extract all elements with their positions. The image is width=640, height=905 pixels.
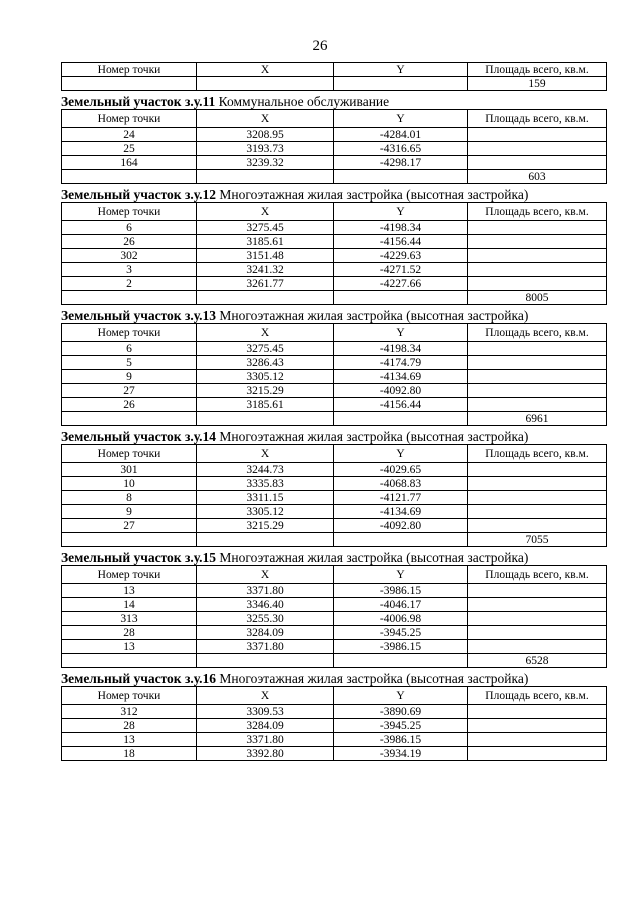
point-number-cell: 6: [62, 221, 197, 235]
document-content: [61, 62, 606, 761]
point-number-cell: 5: [62, 356, 197, 370]
table-row: [62, 356, 607, 370]
area-value: 6528: [468, 654, 607, 668]
table-row: [62, 505, 607, 519]
header-x: X: [197, 324, 334, 342]
table-header-row: [62, 445, 607, 463]
parcel-title: [61, 308, 606, 323]
coordinates-table-continued: [61, 62, 607, 91]
point-number-cell: 3: [62, 263, 197, 277]
y-cell: -4134.69: [334, 370, 468, 384]
table-row: [62, 128, 607, 142]
table-row: [62, 598, 607, 612]
header-x: X: [197, 445, 334, 463]
point-number-cell: 27: [62, 519, 197, 533]
x-cell: 3371.80: [197, 584, 334, 598]
header-y: Y: [334, 687, 468, 705]
table-row: [62, 491, 607, 505]
y-cell: -4229.63: [334, 249, 468, 263]
y-cell: -4298.17: [334, 156, 468, 170]
table-row: [62, 263, 607, 277]
table-row: [62, 235, 607, 249]
x-cell: 3261.77: [197, 277, 334, 291]
y-cell: -4006.98: [334, 612, 468, 626]
area-row: [62, 77, 607, 91]
header-x: X: [197, 566, 334, 584]
x-cell: 3241.32: [197, 263, 334, 277]
table-row: [62, 370, 607, 384]
x-cell: 3239.32: [197, 156, 334, 170]
point-number-cell: 28: [62, 626, 197, 640]
point-number-cell: 312: [62, 705, 197, 719]
parcel-title: [61, 429, 606, 444]
table-row: [62, 747, 607, 761]
table-row: [62, 705, 607, 719]
header-area: Площадь всего, кв.м.: [468, 203, 607, 221]
y-cell: -4029.65: [334, 463, 468, 477]
y-cell: -4227.66: [334, 277, 468, 291]
point-number-cell: 313: [62, 612, 197, 626]
y-cell: -4284.01: [334, 128, 468, 142]
y-cell: -3934.19: [334, 747, 468, 761]
coordinates-table: [61, 565, 607, 668]
point-number-cell: 6: [62, 342, 197, 356]
table-row: [62, 277, 607, 291]
coordinates-table: [61, 323, 607, 426]
point-number-cell: 302: [62, 249, 197, 263]
table-row: [62, 584, 607, 598]
point-number-cell: 8: [62, 491, 197, 505]
table-row: [62, 249, 607, 263]
table-row: [62, 221, 607, 235]
y-cell: -4046.17: [334, 598, 468, 612]
header-point-number: Номер точки: [62, 566, 197, 584]
parcel-title-purpose: Многоэтажная жилая застройка (высотная застройка): [216, 308, 529, 323]
x-cell: 3371.80: [197, 733, 334, 747]
parcel-title-purpose: Коммунальное обслуживание: [215, 94, 390, 109]
y-cell: -4068.83: [334, 477, 468, 491]
point-number-cell: 2: [62, 277, 197, 291]
header-area: Площадь всего, кв.м.: [468, 566, 607, 584]
y-cell: -3986.15: [334, 584, 468, 598]
header-y: Y: [334, 566, 468, 584]
table-row: [62, 398, 607, 412]
x-cell: 3309.53: [197, 705, 334, 719]
point-number-cell: 164: [62, 156, 197, 170]
x-cell: 3371.80: [197, 640, 334, 654]
y-cell: -4198.34: [334, 342, 468, 356]
header-area: Площадь всего, кв.м.: [468, 324, 607, 342]
area-row: [62, 412, 607, 426]
point-number-cell: 25: [62, 142, 197, 156]
area-row: [62, 170, 607, 184]
table-row: [62, 463, 607, 477]
parcel-title: [61, 187, 606, 202]
header-x: X: [197, 203, 334, 221]
header-y: Y: [334, 203, 468, 221]
table-header-row: [62, 63, 607, 77]
coordinates-table: [61, 109, 607, 184]
header-point-number: Номер точки: [62, 687, 197, 705]
x-cell: 3244.73: [197, 463, 334, 477]
y-cell: -4156.44: [334, 398, 468, 412]
header-point-number: Номер точки: [62, 110, 197, 128]
header-point-number: Номер точки: [62, 324, 197, 342]
point-number-cell: 10: [62, 477, 197, 491]
x-cell: 3151.48: [197, 249, 334, 263]
parcel-title-label: Земельный участок з.у.16: [61, 671, 217, 686]
point-number-cell: 28: [62, 719, 197, 733]
y-cell: -4156.44: [334, 235, 468, 249]
table-row: [62, 733, 607, 747]
header-y: Y: [334, 63, 468, 77]
header-point-number: Номер точки: [62, 63, 197, 77]
x-cell: 3284.09: [197, 626, 334, 640]
x-cell: 3185.61: [197, 235, 334, 249]
y-cell: -3986.15: [334, 733, 468, 747]
header-y: Y: [334, 324, 468, 342]
header-x: X: [197, 63, 334, 77]
header-area: Площадь всего, кв.м.: [468, 63, 607, 77]
parcel-title-purpose: Многоэтажная жилая застройка (высотная застройка): [216, 671, 529, 686]
point-number-cell: 9: [62, 505, 197, 519]
y-cell: -4092.80: [334, 519, 468, 533]
y-cell: -4134.69: [334, 505, 468, 519]
y-cell: -4174.79: [334, 356, 468, 370]
x-cell: 3215.29: [197, 519, 334, 533]
point-number-cell: 27: [62, 384, 197, 398]
x-cell: 3193.73: [197, 142, 334, 156]
parcel-title-label: Земельный участок з.у.14: [61, 429, 217, 444]
x-cell: 3305.12: [197, 505, 334, 519]
parcel-title: [61, 94, 606, 109]
y-cell: -3945.25: [334, 626, 468, 640]
y-cell: -4316.65: [334, 142, 468, 156]
table-row: [62, 719, 607, 733]
y-cell: -3945.25: [334, 719, 468, 733]
table-header-row: [62, 110, 607, 128]
page-number: 26: [312, 38, 328, 54]
parcel-title-label: Земельный участок з.у.15: [61, 550, 217, 565]
table-header-row: [62, 203, 607, 221]
table-row: [62, 156, 607, 170]
area-value: 6961: [468, 412, 607, 426]
parcel-title-purpose: Многоэтажная жилая застройка (высотная застройка): [216, 187, 529, 202]
x-cell: 3286.43: [197, 356, 334, 370]
area-value: 8005: [468, 291, 607, 305]
coordinates-table: [61, 202, 607, 305]
point-number-cell: 18: [62, 747, 197, 761]
parcel-title-label: Земельный участок з.у.13: [61, 308, 217, 323]
x-cell: 3346.40: [197, 598, 334, 612]
table-row: [62, 384, 607, 398]
parcel-title-purpose: Многоэтажная жилая застройка (высотная застройка): [216, 429, 529, 444]
x-cell: 3392.80: [197, 747, 334, 761]
header-point-number: Номер точки: [62, 203, 197, 221]
table-row: [62, 142, 607, 156]
area-row: [62, 533, 607, 547]
x-cell: 3335.83: [197, 477, 334, 491]
x-cell: 3311.15: [197, 491, 334, 505]
point-number-cell: 26: [62, 235, 197, 249]
table-row: [62, 612, 607, 626]
x-cell: 3305.12: [197, 370, 334, 384]
coordinates-table: [61, 444, 607, 547]
parcel-title: [61, 671, 606, 686]
header-area: Площадь всего, кв.м.: [468, 110, 607, 128]
point-number-cell: 24: [62, 128, 197, 142]
point-number-cell: 9: [62, 370, 197, 384]
parcel-title-purpose: Многоэтажная жилая застройка (высотная застройка): [216, 550, 529, 565]
y-cell: -4271.52: [334, 263, 468, 277]
area-row: [62, 654, 607, 668]
x-cell: 3255.30: [197, 612, 334, 626]
point-number-cell: 13: [62, 584, 197, 598]
parcel-title-label: Земельный участок з.у.12: [61, 187, 217, 202]
parcel-title-label: Земельный участок з.у.11: [61, 94, 216, 109]
y-cell: -3986.15: [334, 640, 468, 654]
y-cell: -4121.77: [334, 491, 468, 505]
point-number-cell: 13: [62, 733, 197, 747]
header-area: Площадь всего, кв.м.: [468, 445, 607, 463]
x-cell: 3284.09: [197, 719, 334, 733]
table-row: [62, 342, 607, 356]
area-row: [62, 291, 607, 305]
table-header-row: [62, 687, 607, 705]
point-number-cell: 26: [62, 398, 197, 412]
parcel-title: [61, 550, 606, 565]
parcels-list: [61, 94, 606, 761]
y-cell: -3890.69: [334, 705, 468, 719]
table-row: [62, 640, 607, 654]
x-cell: 3275.45: [197, 221, 334, 235]
header-y: Y: [334, 445, 468, 463]
point-number-cell: 13: [62, 640, 197, 654]
y-cell: -4092.80: [334, 384, 468, 398]
area-value: 603: [468, 170, 607, 184]
area-value: 7055: [468, 533, 607, 547]
table-row: [62, 519, 607, 533]
table-header-row: [62, 566, 607, 584]
header-x: X: [197, 110, 334, 128]
x-cell: 3275.45: [197, 342, 334, 356]
table-header-row: [62, 324, 607, 342]
y-cell: -4198.34: [334, 221, 468, 235]
x-cell: 3185.61: [197, 398, 334, 412]
table-row: [62, 477, 607, 491]
header-x: X: [197, 687, 334, 705]
header-point-number: Номер точки: [62, 445, 197, 463]
x-cell: 3215.29: [197, 384, 334, 398]
header-area: Площадь всего, кв.м.: [468, 687, 607, 705]
table-row: [62, 626, 607, 640]
x-cell: 3208.95: [197, 128, 334, 142]
coordinates-table: [61, 686, 607, 761]
area-value: 159: [468, 77, 607, 91]
point-number-cell: 14: [62, 598, 197, 612]
point-number-cell: 301: [62, 463, 197, 477]
header-y: Y: [334, 110, 468, 128]
